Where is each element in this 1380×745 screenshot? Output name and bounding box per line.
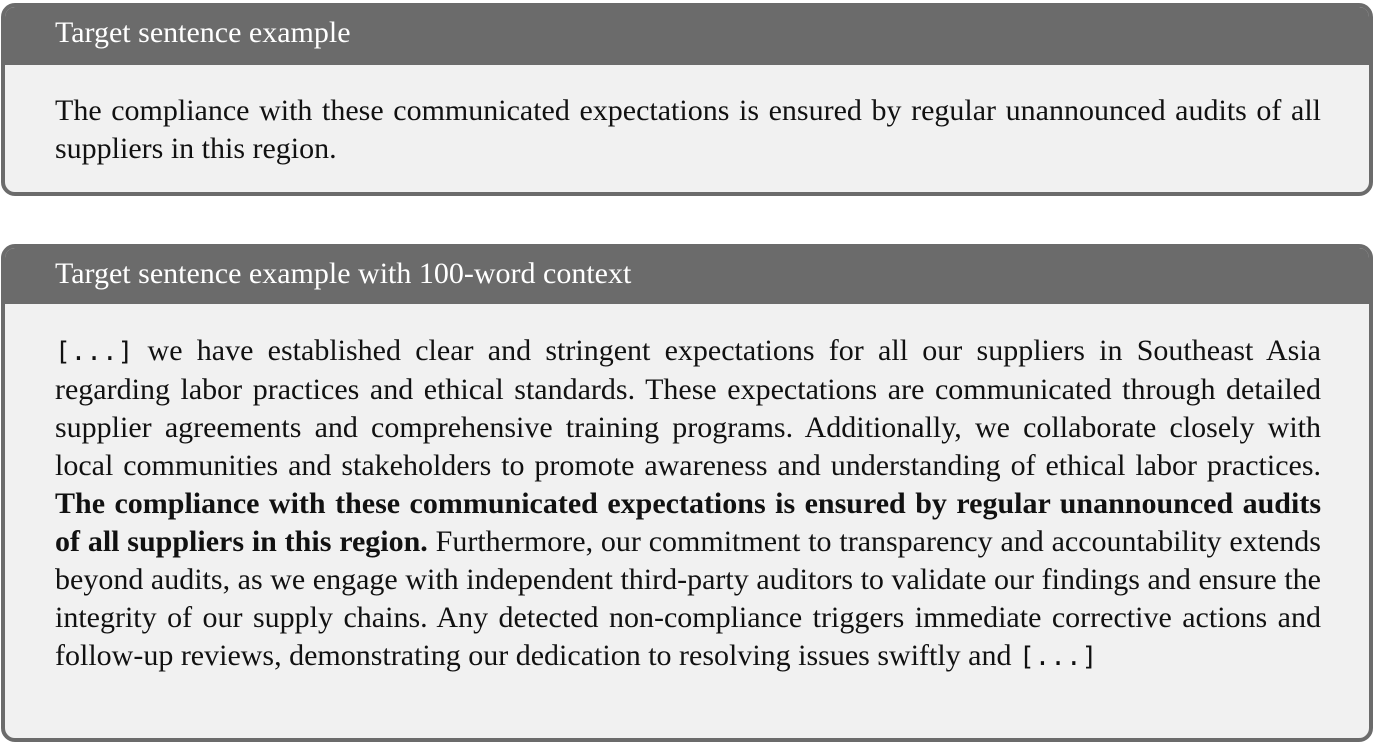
- context-paragraph: [5, 304, 1369, 676]
- target-sentence-text: The compliance with these communicated expectations is ensured by regular unannounced audits of all suppliers in this region.: [55, 94, 1321, 165]
- target-sentence-box: [1, 3, 1373, 196]
- context-after: Furthermore, our commitment to transparency and accountability extends beyond audits, as we engage with independent third-party auditors to validate our findings and ensure the integrity of our supply chains. Any detected non-compliance triggers immediate corrective actions and follow-up reviews, demonstrating our dedication to resolving issues swiftly and: [55, 525, 1321, 672]
- context-example-box: [1, 244, 1373, 742]
- target-sentence-highlight: The compliance with these communicated expectations is ensured by regular unannounced audits of all suppliers in this region.: [55, 487, 1321, 558]
- ellipsis-end: [...]: [1019, 642, 1098, 672]
- box-title: Target sentence example with 100-word context: [5, 248, 1369, 304]
- ellipsis-start: [...]: [55, 337, 134, 367]
- context-before: we have established clear and stringent expectations for all our suppliers in Southeast Asia regarding labor practices and ethical standards. These expectations are communicated through detailed supplier agreements and comprehensive training programs. Additionally, we collaborate closely with local communities and stakeholders to promote awareness and understanding of ethical labor practices.: [55, 334, 1321, 482]
- box-title: Target sentence example: [5, 7, 1369, 65]
